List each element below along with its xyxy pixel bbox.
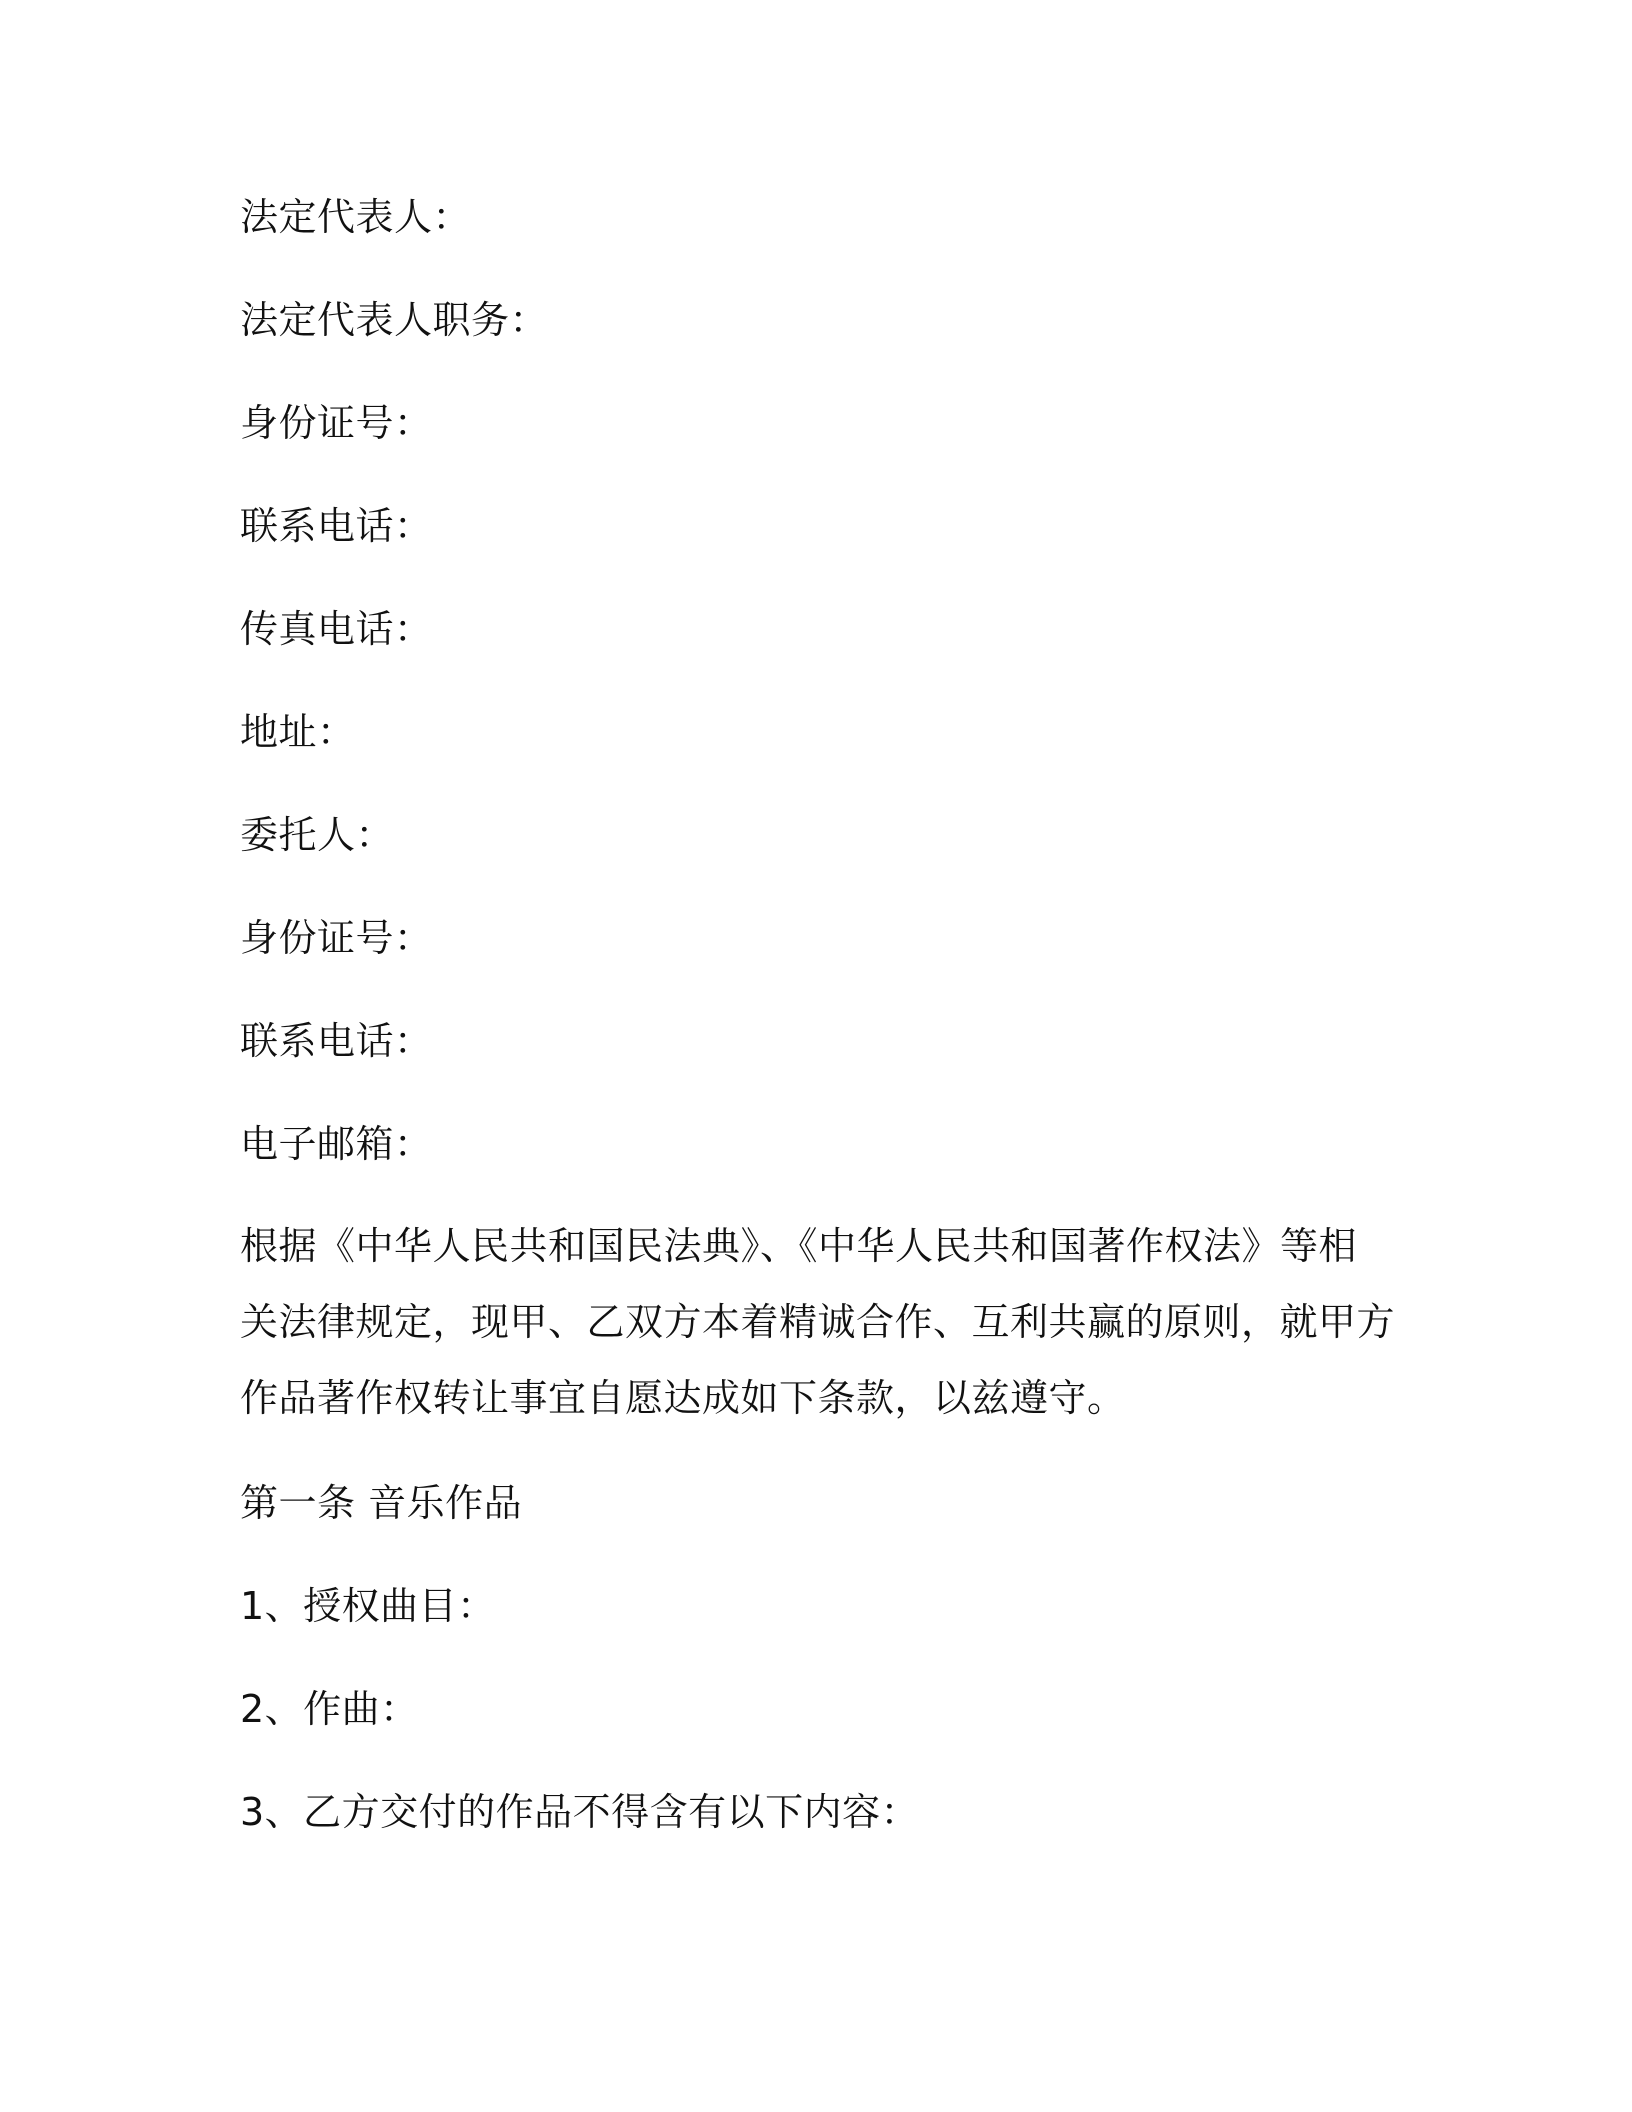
field-email: 电子邮箱： xyxy=(240,1122,433,1166)
item-prohibited-content: 3、乙方交付的作品不得含有以下内容： xyxy=(240,1790,920,1834)
field-agent-phone: 联系电话： xyxy=(240,1019,433,1063)
item-composer: 2、作曲： xyxy=(240,1687,419,1731)
item-licensed-track: 1、授权曲目： xyxy=(240,1584,496,1628)
field-id-number: 身份证号： xyxy=(240,401,433,445)
preamble-line: 根据《中华人民共和国民法典》、《中华人民共和国著作权法》等相 xyxy=(240,1224,1358,1268)
preamble-line: 关法律规定，现甲、乙双方本着精诚合作、互利共赢的原则，就甲方 xyxy=(240,1300,1396,1344)
field-fax: 传真电话： xyxy=(240,607,433,651)
field-agent: 委托人： xyxy=(240,813,395,857)
field-legal-representative-title: 法定代表人职务： xyxy=(240,298,549,342)
field-agent-id-number: 身份证号： xyxy=(240,916,433,960)
field-phone: 联系电话： xyxy=(240,504,433,548)
preamble-line: 作品著作权转让事宜自愿达成如下条款，以兹遵守。 xyxy=(240,1376,1126,1420)
field-address: 地址： xyxy=(240,710,356,754)
article-title: 第一条 音乐作品 xyxy=(240,1481,523,1525)
field-legal-representative: 法定代表人： xyxy=(240,195,472,239)
preamble-paragraph xyxy=(240,1208,1396,1436)
